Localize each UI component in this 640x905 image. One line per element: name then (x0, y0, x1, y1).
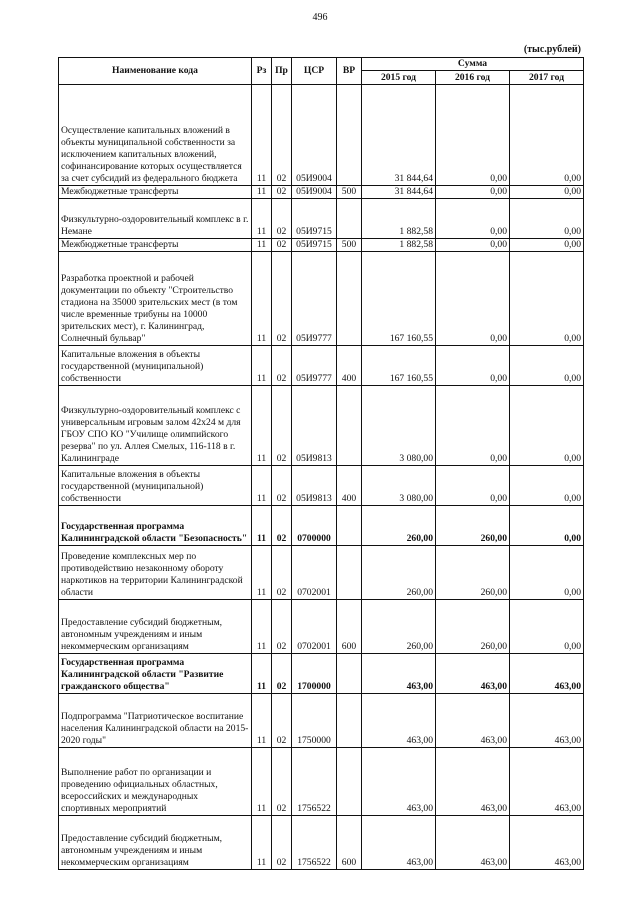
row-2015: 3 080,00 (362, 386, 436, 466)
row-name: Выполнение работ по организации и проведению официальных областных, всероссийских и международных спортивных мероприятий (59, 748, 252, 816)
header-rz: Рз (252, 58, 272, 85)
row-pr: 02 (272, 748, 292, 816)
row-2017: 0,00 (510, 346, 584, 386)
row-vr (337, 694, 362, 748)
row-csr: 05И9813 (292, 386, 337, 466)
row-name: Физкультурно-оздоровительный комплекс с универсальным игровым залом 42х24 м для ГБОУ СПО КО "Училище олимпийского резерва" по ул. Аллея Смелых, 116-118 в г. Калининграде (59, 386, 252, 466)
row-2015: 31 844,64 (362, 85, 436, 186)
table-row (59, 748, 584, 816)
header-2015: 2015 год (362, 71, 436, 85)
row-2015: 31 844,64 (362, 186, 436, 199)
row-pr: 02 (272, 186, 292, 199)
row-pr: 02 (272, 466, 292, 506)
budget-table (58, 57, 584, 870)
row-2017: 463,00 (510, 694, 584, 748)
table-row (59, 546, 584, 600)
row-name: Государственная программа Калининградской области "Безопасность" (59, 506, 252, 546)
table-row (59, 506, 584, 546)
row-csr: 05И9004 (292, 85, 337, 186)
row-name: Государственная программа Калининградской области "Развитие гражданского общества" (59, 654, 252, 694)
row-2016: 463,00 (436, 654, 510, 694)
row-2017: 0,00 (510, 600, 584, 654)
row-vr: 500 (337, 239, 362, 252)
row-rz: 11 (252, 506, 272, 546)
row-csr: 05И9813 (292, 466, 337, 506)
row-2017: 463,00 (510, 748, 584, 816)
row-pr: 02 (272, 386, 292, 466)
row-vr: 400 (337, 346, 362, 386)
row-2016: 0,00 (436, 466, 510, 506)
row-csr: 05И9777 (292, 346, 337, 386)
row-vr (337, 546, 362, 600)
row-2016: 463,00 (436, 748, 510, 816)
row-csr: 05И9715 (292, 239, 337, 252)
row-vr (337, 85, 362, 186)
units-label: (тыс.рублей) (523, 44, 581, 55)
row-name: Подпрограмма "Патриотическое воспитание населения Калининградской области на 2015-2020 годы" (59, 694, 252, 748)
header-csr: ЦСР (292, 58, 337, 85)
row-vr (337, 654, 362, 694)
row-2016: 260,00 (436, 506, 510, 546)
row-2017: 0,00 (510, 186, 584, 199)
row-rz: 11 (252, 600, 272, 654)
row-2017: 463,00 (510, 654, 584, 694)
row-name: Осуществление капитальных вложений в объекты муниципальной собственности за исключением капитальных вложений, софинансирование которых осуществляется за счет субсидий из федерального бюджета (59, 85, 252, 186)
row-vr (337, 252, 362, 346)
row-name: Межбюджетные трансферты (59, 186, 252, 199)
table-row (59, 252, 584, 346)
row-2015: 463,00 (362, 748, 436, 816)
row-2015: 463,00 (362, 654, 436, 694)
row-pr: 02 (272, 346, 292, 386)
row-2017: 0,00 (510, 239, 584, 252)
table-row (59, 466, 584, 506)
row-pr: 02 (272, 816, 292, 870)
row-2017: 463,00 (510, 816, 584, 870)
row-2016: 0,00 (436, 199, 510, 239)
row-pr: 02 (272, 546, 292, 600)
row-2015: 3 080,00 (362, 466, 436, 506)
row-vr: 500 (337, 186, 362, 199)
row-rz: 11 (252, 466, 272, 506)
row-vr (337, 199, 362, 239)
header-pr: Пр (272, 58, 292, 85)
row-pr: 02 (272, 694, 292, 748)
row-2015: 260,00 (362, 600, 436, 654)
row-rz: 11 (252, 816, 272, 870)
row-2017: 0,00 (510, 506, 584, 546)
row-2016: 463,00 (436, 816, 510, 870)
header-name: Наименование кода (59, 58, 252, 85)
row-2015: 260,00 (362, 546, 436, 600)
row-csr: 0700000 (292, 506, 337, 546)
row-rz: 11 (252, 546, 272, 600)
row-rz: 11 (252, 386, 272, 466)
row-name: Межбюджетные трансферты (59, 239, 252, 252)
row-csr: 1750000 (292, 694, 337, 748)
row-csr: 1700000 (292, 654, 337, 694)
row-2017: 0,00 (510, 546, 584, 600)
row-vr: 600 (337, 816, 362, 870)
row-2016: 0,00 (436, 346, 510, 386)
row-rz: 11 (252, 654, 272, 694)
table-row (59, 600, 584, 654)
row-2016: 260,00 (436, 600, 510, 654)
row-2015: 1 882,58 (362, 239, 436, 252)
row-csr: 05И9004 (292, 186, 337, 199)
row-pr: 02 (272, 85, 292, 186)
row-name: Предоставление субсидий бюджетным, автономным учреждениям и иным некоммерческим организациям (59, 600, 252, 654)
header-sum: Сумма (362, 58, 584, 71)
row-2016: 0,00 (436, 85, 510, 186)
row-pr: 02 (272, 654, 292, 694)
table-row (59, 386, 584, 466)
table-row (59, 694, 584, 748)
row-2016: 0,00 (436, 186, 510, 199)
table-row (59, 186, 584, 199)
row-name: Физкультурно-оздоровительный комплекс в г. Немане (59, 199, 252, 239)
row-rz: 11 (252, 748, 272, 816)
row-2015: 167 160,55 (362, 346, 436, 386)
row-2015: 260,00 (362, 506, 436, 546)
row-vr (337, 748, 362, 816)
row-2016: 0,00 (436, 386, 510, 466)
row-2017: 0,00 (510, 466, 584, 506)
table-row (59, 816, 584, 870)
row-rz: 11 (252, 199, 272, 239)
row-2015: 463,00 (362, 694, 436, 748)
row-rz: 11 (252, 252, 272, 346)
table-row (59, 239, 584, 252)
row-csr: 05И9715 (292, 199, 337, 239)
row-name: Разработка проектной и рабочей документации по объекту "Строительство стадиона на 35000 зрительских мест (в том числе временные трибуны на 10000 зрительских мест), г. Калининград, Солнечный бульвар" (59, 252, 252, 346)
row-pr: 02 (272, 252, 292, 346)
row-rz: 11 (252, 694, 272, 748)
row-2015: 167 160,55 (362, 252, 436, 346)
row-2015: 463,00 (362, 816, 436, 870)
header-2017: 2017 год (510, 71, 584, 85)
row-vr: 600 (337, 600, 362, 654)
row-2015: 1 882,58 (362, 199, 436, 239)
row-rz: 11 (252, 346, 272, 386)
row-rz: 11 (252, 186, 272, 199)
row-name: Предоставление субсидий бюджетным, автономным учреждениям и иным некоммерческим организациям (59, 816, 252, 870)
row-2017: 0,00 (510, 252, 584, 346)
row-name: Капитальные вложения в объекты государственной (муниципальной) собственности (59, 346, 252, 386)
row-2016: 260,00 (436, 546, 510, 600)
row-rz: 11 (252, 85, 272, 186)
row-rz: 11 (252, 239, 272, 252)
row-2017: 0,00 (510, 386, 584, 466)
row-2017: 0,00 (510, 85, 584, 186)
row-pr: 02 (272, 600, 292, 654)
row-pr: 02 (272, 506, 292, 546)
row-vr (337, 506, 362, 546)
row-2016: 0,00 (436, 252, 510, 346)
row-2017: 0,00 (510, 199, 584, 239)
header-2016: 2016 год (436, 71, 510, 85)
row-csr: 0702001 (292, 600, 337, 654)
table-row (59, 654, 584, 694)
row-2016: 0,00 (436, 239, 510, 252)
header-vr: ВР (337, 58, 362, 85)
row-name: Капитальные вложения в объекты государственной (муниципальной) собственности (59, 466, 252, 506)
row-csr: 0702001 (292, 546, 337, 600)
row-csr: 1756522 (292, 816, 337, 870)
row-csr: 1756522 (292, 748, 337, 816)
row-vr: 400 (337, 466, 362, 506)
row-vr (337, 386, 362, 466)
row-name: Проведение комплексных мер по противодействию незаконному обороту наркотиков на территории Калининградской области (59, 546, 252, 600)
table-row (59, 346, 584, 386)
page-number: 496 (312, 12, 328, 23)
row-pr: 02 (272, 199, 292, 239)
row-pr: 02 (272, 239, 292, 252)
table-row (59, 85, 584, 186)
table-row (59, 199, 584, 239)
row-csr: 05И9777 (292, 252, 337, 346)
row-2016: 463,00 (436, 694, 510, 748)
